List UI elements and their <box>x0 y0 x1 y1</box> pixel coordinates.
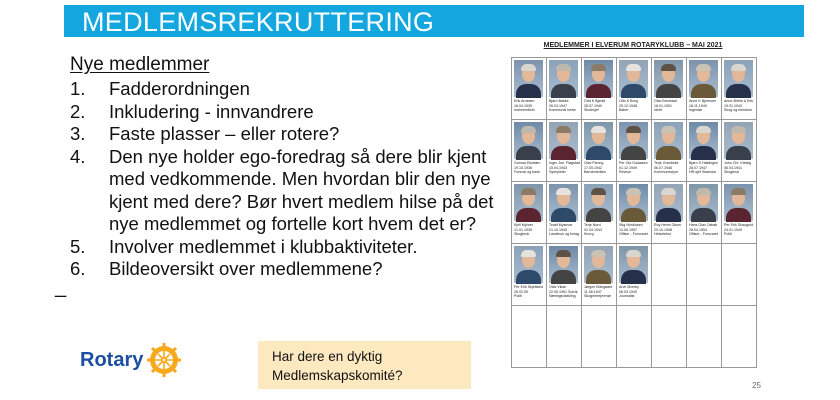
member-role: Indremedisin <box>514 108 535 112</box>
member-roster <box>507 42 759 392</box>
member-name: Erik Arnesen <box>514 99 535 103</box>
member-date: 20.10.1948 <box>654 227 672 232</box>
photo-shoulders <box>551 208 576 222</box>
subtitle: Nye medlemmer <box>70 54 210 75</box>
member-card <box>582 58 617 120</box>
photo-hair <box>696 188 711 195</box>
member-role: Forsvar og bank <box>514 170 540 174</box>
member-card <box>582 120 617 182</box>
member-caption <box>724 161 756 175</box>
photo-hair <box>521 64 536 71</box>
item-text: Fadderordningen <box>109 78 250 99</box>
item-text: Bildeoversikt over medlemmene? <box>109 258 383 279</box>
member-photo <box>584 246 613 283</box>
member-name: Inger Joh. Fløgstad <box>549 161 580 165</box>
item-number: 1. <box>70 78 86 99</box>
member-photo <box>619 184 648 221</box>
photo-hair <box>591 126 606 133</box>
member-photo <box>619 60 648 97</box>
photo-shoulders <box>691 146 716 160</box>
member-date: 01.12.1949 <box>619 165 637 170</box>
member-caption <box>654 99 686 113</box>
member-caption <box>619 223 651 237</box>
member-card <box>512 244 547 306</box>
member-date: 22.05.1951 Solvik <box>549 289 578 294</box>
member-date: 24.01.1949 <box>724 227 742 232</box>
photo-shoulders <box>691 84 716 98</box>
member-date: 16.04.1939 <box>514 103 532 108</box>
member-date: 28.07.1940 <box>584 103 602 108</box>
agenda-item <box>66 101 526 124</box>
roster-title: MEDLEMMER I ELVERUM ROTARYKLUBB – MAI 2021 <box>543 42 723 49</box>
member-card <box>687 120 722 182</box>
empty-cell <box>652 306 687 368</box>
item-number: 6. <box>70 258 86 279</box>
member-card <box>582 244 617 306</box>
member-name: Kjell Myhrer <box>514 223 533 227</box>
photo-hair <box>556 126 571 133</box>
member-role: HR-sjef Skanska <box>689 170 716 174</box>
member-card <box>652 58 687 120</box>
photo-hair <box>661 188 676 195</box>
empty-cell <box>722 244 757 306</box>
member-role: Offiser - Forsvaret <box>619 232 648 236</box>
photo-hair <box>591 250 606 257</box>
item-text: Involver medlemmet i klubbaktiviteter. <box>109 235 418 257</box>
photo-hair <box>626 250 641 257</box>
member-name: Roy Helmi Olsen <box>654 223 681 227</box>
member-photo <box>654 184 683 221</box>
photo-hair <box>521 126 536 133</box>
member-caption <box>549 99 581 113</box>
member-role: Offiser - Forsvaret <box>689 232 718 236</box>
member-photo <box>619 122 648 159</box>
item-number: 3. <box>70 123 86 144</box>
photo-hair <box>626 64 641 71</box>
member-caption <box>724 99 756 113</box>
member-date: 02.04.1943 <box>584 227 602 232</box>
member-card <box>512 58 547 120</box>
member-date: 19.01.1943 <box>724 103 742 108</box>
member-caption <box>514 99 546 113</box>
member-name: Anne K Bjernsen <box>689 99 716 103</box>
photo-hair <box>591 64 606 71</box>
member-caption <box>549 223 581 237</box>
member-caption <box>689 161 721 175</box>
member-name: Anne-Birthe A Eek <box>724 99 754 103</box>
member-date: 25.12.1948 <box>619 103 637 108</box>
photo-shoulders <box>726 84 751 98</box>
member-card <box>547 120 582 182</box>
member-role: Kommunal helse <box>549 108 576 112</box>
member-card <box>687 58 722 120</box>
member-caption <box>619 285 651 299</box>
photo-shoulders <box>726 208 751 222</box>
photo-hair <box>731 188 746 195</box>
member-photo <box>514 122 543 159</box>
member-role: Næringsutvikling <box>549 294 576 298</box>
member-caption <box>584 161 616 175</box>
member-role: Barnemedisin <box>584 170 606 174</box>
member-photo <box>724 184 753 221</box>
title-bar <box>64 5 804 37</box>
member-date: 28.07.1947 <box>689 165 707 170</box>
member-name: Bjørn Bakke <box>549 99 569 103</box>
member-date: 11.08.1947 <box>584 289 602 294</box>
photo-hair <box>696 64 711 71</box>
item-number: 4. <box>70 145 86 167</box>
item-text: Den nye holder ego-foredrag så dere blir kjent med vedkommende. Men hvordan blir den nye kjent med dere? Bør hvert medlem hilse på det nye medlemmet og fortelle kort hvem det er? <box>109 145 494 234</box>
member-card <box>687 182 722 244</box>
stray-dash: _ <box>55 276 67 298</box>
member-card <box>617 182 652 244</box>
member-card <box>652 120 687 182</box>
member-photo <box>619 246 648 283</box>
member-role: Skogbruk <box>514 232 530 236</box>
photo-hair <box>521 188 536 195</box>
empty-cell <box>652 244 687 306</box>
member-date: 21.01.1935 <box>514 227 532 232</box>
photo-shoulders <box>621 208 646 222</box>
member-caption <box>514 161 546 175</box>
member-name: Olav Fleong <box>584 161 604 165</box>
agenda-item <box>66 236 526 259</box>
photo-hair <box>556 64 571 71</box>
callout-line-1: Har dere en dyktig <box>272 349 383 364</box>
rotary-wordmark: Rotary <box>80 348 144 371</box>
member-role: Revisor <box>619 170 632 174</box>
rotary-wheel-icon <box>147 343 181 377</box>
photo-shoulders <box>586 208 611 222</box>
member-role: Kommunestyre <box>654 170 679 174</box>
empty-cell <box>512 306 547 368</box>
photo-hair <box>696 126 711 133</box>
member-name: Toralf Mysmoe <box>549 223 573 227</box>
member-caption <box>514 223 546 237</box>
photo-hair <box>661 126 676 133</box>
member-card <box>512 120 547 182</box>
member-photo <box>549 60 578 97</box>
question-callout <box>258 341 471 389</box>
photo-shoulders <box>621 84 646 98</box>
member-role: Landbruk og forlag <box>549 232 579 236</box>
member-name: Jørgen Ødegaard <box>584 285 613 289</box>
member-caption <box>514 285 546 299</box>
empty-cell <box>617 306 652 368</box>
callout-line-2: Medlemskapskomité? <box>272 368 403 383</box>
member-photo <box>549 184 578 221</box>
member-role: Skolesjef <box>584 108 599 112</box>
empty-cell <box>547 306 582 368</box>
member-photo <box>514 246 543 283</box>
photo-hair <box>626 188 641 195</box>
member-name: Per Erik Skjellsted <box>514 285 544 289</box>
member-card <box>547 244 582 306</box>
member-card <box>617 58 652 120</box>
member-photo <box>654 60 683 97</box>
member-role: Skogbruk <box>724 170 740 174</box>
member-card <box>617 120 652 182</box>
member-date: 06.04.1941 <box>724 165 742 170</box>
member-card <box>652 182 687 244</box>
empty-cell <box>687 306 722 368</box>
member-date: 06.07.1946 <box>654 165 672 170</box>
photo-hair <box>556 250 571 257</box>
member-photo <box>549 122 578 159</box>
member-role: Idrett <box>654 108 663 112</box>
member-role: Politi <box>514 294 522 298</box>
member-photo <box>724 60 753 97</box>
photo-shoulders <box>691 208 716 222</box>
member-caption <box>689 99 721 113</box>
member-caption <box>619 99 651 113</box>
member-caption <box>654 223 686 237</box>
member-caption <box>619 161 651 175</box>
member-role: Skogentreprenør <box>584 294 611 298</box>
photo-shoulders <box>551 270 576 284</box>
photo-shoulders <box>656 84 681 98</box>
item-number: 5. <box>70 235 86 257</box>
member-name: Hans Olav Osbak <box>689 223 718 227</box>
member-role: Baker <box>619 108 629 112</box>
member-role: Skog og eiendom <box>724 108 752 112</box>
page-number: 25 <box>752 381 761 390</box>
member-date: 19.10.1936 <box>514 165 532 170</box>
member-card <box>722 182 757 244</box>
member-photo <box>549 246 578 283</box>
member-photo <box>584 184 613 221</box>
member-card <box>547 182 582 244</box>
photo-shoulders <box>656 146 681 160</box>
member-caption <box>654 161 686 175</box>
photo-hair <box>626 126 641 133</box>
member-photo <box>689 184 718 221</box>
item-number: 2. <box>70 100 86 122</box>
member-date: 26.02.59 <box>514 289 528 294</box>
empty-cell <box>687 244 722 306</box>
member-photo <box>689 60 718 97</box>
member-photo <box>724 122 753 159</box>
member-name: Gunnar Ekstrøm <box>514 161 541 165</box>
photo-shoulders <box>621 270 646 284</box>
member-caption <box>584 99 616 113</box>
member-name: John Chr. Kielsig <box>724 161 751 165</box>
photo-shoulders <box>621 146 646 160</box>
member-name: Olav Brunstad <box>654 99 677 103</box>
photo-shoulders <box>656 208 681 222</box>
item-text: Inkludering - innvandrere <box>109 100 314 122</box>
member-name: Olav Vikan <box>549 285 567 289</box>
member-caption <box>584 223 616 237</box>
member-photo <box>514 60 543 97</box>
photo-hair <box>591 188 606 195</box>
member-card <box>512 182 547 244</box>
member-photo <box>584 60 613 97</box>
photo-hair <box>731 126 746 133</box>
photo-shoulders <box>516 208 541 222</box>
member-photo <box>584 122 613 159</box>
photo-shoulders <box>516 146 541 160</box>
member-name: Terje Nord <box>584 223 601 227</box>
member-caption <box>549 161 581 175</box>
agenda-item <box>66 146 526 236</box>
photo-shoulders <box>516 84 541 98</box>
member-role: Journalist <box>619 294 635 298</box>
rotary-logo <box>80 343 181 377</box>
member-name: Stig Nordlosen <box>619 223 643 227</box>
empty-cell <box>722 306 757 368</box>
member-name: Arve Øverby <box>619 285 639 289</box>
photo-hair <box>731 64 746 71</box>
photo-hair <box>661 64 676 71</box>
member-date: 28.04.1954 <box>689 227 707 232</box>
empty-cell <box>582 306 617 368</box>
member-caption <box>584 285 616 299</box>
member-card <box>547 58 582 120</box>
item-text: Faste plasser – eller rotere? <box>109 123 340 144</box>
member-card <box>722 120 757 182</box>
photo-shoulders <box>586 270 611 284</box>
photo-shoulders <box>516 270 541 284</box>
member-photo <box>654 122 683 159</box>
member-name: Per Ola Golaasen <box>619 161 648 165</box>
photo-hair <box>556 188 571 195</box>
photo-hair <box>521 250 536 257</box>
member-date: 15.04.1943 <box>549 165 567 170</box>
member-name: Terje Granbekk <box>654 161 679 165</box>
member-date: 18.01.1951 <box>654 103 672 108</box>
member-photo <box>514 184 543 221</box>
agenda-list <box>66 78 526 281</box>
member-card <box>617 244 652 306</box>
member-name: Otto K Borg <box>619 99 638 103</box>
agenda-item <box>66 78 526 101</box>
member-card <box>582 182 617 244</box>
member-date: 18.11.1949 <box>689 103 707 108</box>
member-date: 13.06.1957 <box>619 227 637 232</box>
agenda-item <box>66 123 526 146</box>
member-role: Politi <box>724 232 732 236</box>
member-role: Helsetekst <box>654 232 671 236</box>
photo-shoulders <box>586 84 611 98</box>
member-caption <box>724 223 756 237</box>
photo-shoulders <box>586 146 611 160</box>
roster-grid <box>511 57 757 368</box>
photo-shoulders <box>551 146 576 160</box>
member-name: Bjørn S Høklingen <box>689 161 719 165</box>
member-role: Ingeniør <box>689 108 703 112</box>
member-photo <box>689 122 718 159</box>
member-name: Odd K Bjørkli <box>584 99 606 103</box>
photo-shoulders <box>726 146 751 160</box>
member-name: Per Erik Skaugrud <box>724 223 754 227</box>
agenda-item <box>66 258 526 281</box>
member-date: 17.05.1942 <box>584 165 602 170</box>
member-date: 26.04.1947 <box>549 103 567 108</box>
member-caption <box>549 285 581 299</box>
member-caption <box>689 223 721 237</box>
member-role: Sykepleier <box>549 170 566 174</box>
member-date: 06.03.1940 <box>619 289 637 294</box>
slide-title: MEDLEMSREKRUTTERING <box>82 7 435 37</box>
member-card <box>722 58 757 120</box>
member-date: 21.10.1945 <box>549 227 567 232</box>
member-role: Kirurg <box>584 232 594 236</box>
photo-shoulders <box>551 84 576 98</box>
